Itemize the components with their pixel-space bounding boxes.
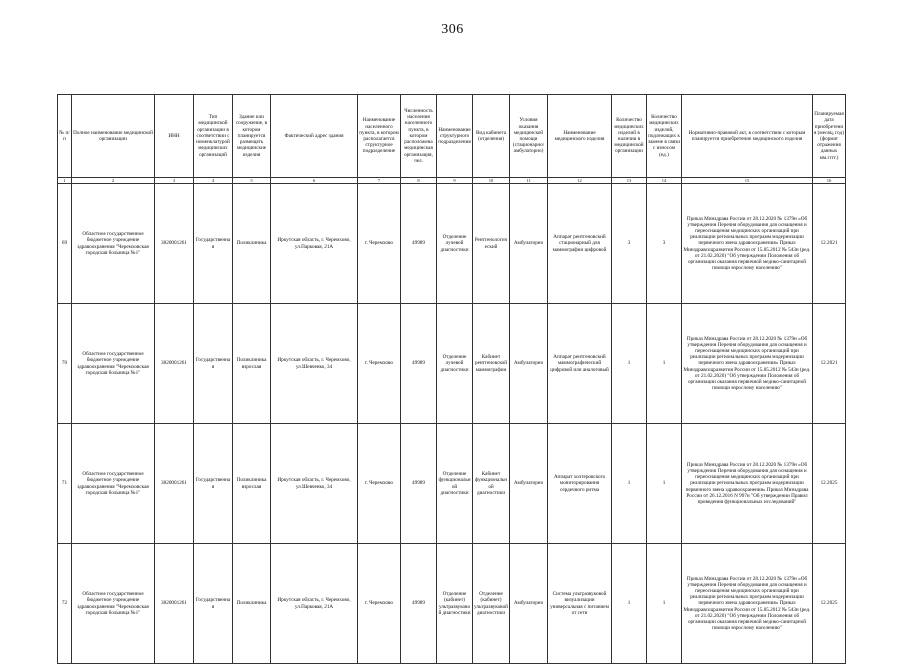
device-name: Система ультразвуковой визуализации универсальная с питанием от сети — [548, 544, 612, 664]
header-cell: Количество медицинских изделий, подлежащих к замене в связи с износом (ед.) — [647, 95, 682, 178]
population: 49989 — [401, 544, 437, 664]
header-cell: Наименование населенного пункта, в котором располагается структурное подразделение — [358, 95, 401, 178]
column-number: 5 — [233, 178, 271, 184]
header-cell: Тип медицинской организации в соответствии с номенклатурой медицинских организаций — [194, 95, 233, 178]
device-name: Аппарат холтеровского мониторирования сердечного ритма — [548, 424, 612, 544]
quantity-available: 1 — [612, 304, 647, 424]
column-number: 9 — [437, 178, 473, 184]
planned-date: 12.2021 — [813, 304, 846, 424]
table-row — [58, 424, 846, 544]
population: 49989 — [401, 304, 437, 424]
header-cell: Численность населения населенного пункта, в котором расположена медицинская организация, чел. — [401, 95, 437, 178]
legal-act: Приказ Минздрава России от 28.12.2020 № 1379н «Об утверждении Перечня оборудования для оснащения и переоснащения медицинских организаций при реализации региональных программ модернизации первичного звена здравоохранения» Приказ Минздрава России от 26.12.2016 N 997н "Об утверждении Правил проведения функциональных исследований" — [682, 424, 813, 544]
quantity-to-replace: 3 — [647, 184, 682, 304]
planned-date: 12.2025 — [813, 544, 846, 664]
population: 49989 — [401, 184, 437, 304]
column-number: 7 — [358, 178, 401, 184]
medical-equipment-table — [57, 94, 846, 664]
organization-name: Областное государственное бюджетное учреждение здравоохранения "Черемховская городская больница №1" — [72, 544, 155, 664]
header-cell: Полное наименование медицинской организации — [72, 95, 155, 178]
care-conditions: Амбулаторно — [510, 424, 548, 544]
organization-type: Государственная — [194, 184, 233, 304]
inn: 3820001261 — [155, 184, 194, 304]
address: Иркутская область, г. Черемхово, ул.Шевченко, 34 — [271, 304, 358, 424]
quantity-to-replace: 1 — [647, 304, 682, 424]
table-row — [58, 544, 846, 664]
header-row — [58, 95, 846, 178]
row-number: 71 — [58, 424, 72, 544]
building: Поликлиника взрослая — [233, 424, 271, 544]
legal-act: Приказ Минздрава России от 28.12.2020 № 1379н «Об утверждении Перечня оборудования для оснащения и переоснащения медицинских организаций при реализации региональных программ модернизации первичного звена здравоохранения» Приказ Минздравсоцразвития России от 15.05.2012 № 543н (ред. от 21.02.2020) "Об утверждении Положения об организации оказания первичной медико-санитарной помощи взрослому населению" — [682, 184, 813, 304]
device-name: Аппарат рентгеновский маммографический цифровой или аналоговый — [548, 304, 612, 424]
building: Поликлиника взрослая — [233, 304, 271, 424]
device-name: Аппарат рентгеновский стационарный для маммографии цифровой — [548, 184, 612, 304]
inn: 3820001261 — [155, 424, 194, 544]
address: Иркутская область, г. Черемхово, ул.Шевченко, 34 — [271, 424, 358, 544]
locality: г. Черемхово — [358, 184, 401, 304]
locality: г. Черемхово — [358, 304, 401, 424]
cabinet-type: Отделение (кабинет) ультразвуковой диагностики — [473, 544, 510, 664]
planned-date: 12.2025 — [813, 424, 846, 544]
column-number: 12 — [548, 178, 612, 184]
organization-name: Областное государственное бюджетное учреждение здравоохранения "Черемховская городская больница №1" — [72, 424, 155, 544]
address: Иркутская область, г. Черемхово, ул.Парковая, 21А — [271, 544, 358, 664]
column-number: 8 — [401, 178, 437, 184]
header-cell: Наименование медицинского изделия — [548, 95, 612, 178]
header-cell: Фактический адрес здания — [271, 95, 358, 178]
column-number: 3 — [155, 178, 194, 184]
building: Поликлиника — [233, 184, 271, 304]
locality: г. Черемхово — [358, 424, 401, 544]
column-number: 2 — [72, 178, 155, 184]
quantity-to-replace: 1 — [647, 424, 682, 544]
unit: Отделение лучевой диагностики — [437, 184, 473, 304]
header-cell: Наименование структурного подразделения — [437, 95, 473, 178]
organization-name: Областное государственное бюджетное учреждение здравоохранения "Черемховская городская больница №1" — [72, 304, 155, 424]
care-conditions: Амбулаторно — [510, 544, 548, 664]
header-cell: Нормативно-правовой акт, в соответствии с которым планируется приобретение медицинского изделия — [682, 95, 813, 178]
header-cell: Количество медицинских изделий в наличии в медицинской организации — [612, 95, 647, 178]
header-cell: Планируемая дата приобретения (месяц, год) (формат отражения данных мм.гггг.) — [813, 95, 846, 178]
quantity-available: 1 — [612, 424, 647, 544]
column-number: 4 — [194, 178, 233, 184]
population: 49989 — [401, 424, 437, 544]
building: Поликлиника — [233, 544, 271, 664]
cabinet-type: Рентгенологический — [473, 184, 510, 304]
header-cell: Здание или сооружение, в котором планируется размещать медицинские изделия — [233, 95, 271, 178]
row-number: 72 — [58, 544, 72, 664]
planned-date: 12.2021 — [813, 184, 846, 304]
legal-act: Приказ Минздрава России от 28.12.2020 № 1379н «Об утверждении Перечня оборудования для оснащения и переоснащения медицинских организаций при реализации региональных программ модернизации первичного звена здравоохранения» Приказ Минздравсоцразвития России от 15.05.2012 № 543н (ред. от 21.02.2020) "Об утверждении Положения об организации оказания первичной медико-санитарной помощи взрослому населению" — [682, 304, 813, 424]
quantity-to-replace: 1 — [647, 544, 682, 664]
page-number: 306 — [441, 22, 464, 37]
header-cell: № п/п — [58, 95, 72, 178]
care-conditions: Амбулаторно — [510, 184, 548, 304]
row-number: 69 — [58, 184, 72, 304]
table-row — [58, 184, 846, 304]
locality: г. Черемхово — [358, 544, 401, 664]
organization-type: Государственная — [194, 304, 233, 424]
organization-type: Государственная — [194, 424, 233, 544]
column-number: 1 — [58, 178, 72, 184]
inn: 3820001261 — [155, 544, 194, 664]
unit: Отделение лучевой диагностики — [437, 304, 473, 424]
column-number: 6 — [271, 178, 358, 184]
column-number: 16 — [813, 178, 846, 184]
cabinet-type: Кабинет функциональной диагностики — [473, 424, 510, 544]
column-number: 10 — [473, 178, 510, 184]
column-number: 13 — [612, 178, 647, 184]
quantity-available: 1 — [612, 544, 647, 664]
organization-name: Областное государственное бюджетное учреждение здравоохранения "Черемховская городская больница №1" — [72, 184, 155, 304]
care-conditions: Амбулаторно — [510, 304, 548, 424]
table-row — [58, 304, 846, 424]
header-cell: ИНН — [155, 95, 194, 178]
quantity-available: 3 — [612, 184, 647, 304]
column-number: 15 — [682, 178, 813, 184]
legal-act: Приказ Минздрава России от 28.12.2020 № 1379н «Об утверждении Перечня оборудования для оснащения и переоснащения медицинских организаций при реализации региональных программ модернизации первичного звена здравоохранения» Приказ Минздравсоцразвития России от 15.05.2012 № 543н (ред. от 21.02.2020) "Об утверждении Положения об организации оказания первичной медико-санитарной помощи взрослому населению" — [682, 544, 813, 664]
address: Иркутская область, г. Черемхово, ул.Парковая, 21А — [271, 184, 358, 304]
header-cell: Вид кабинета (отделения) — [473, 95, 510, 178]
unit: Отделение функциональной диагностики — [437, 424, 473, 544]
column-number: 14 — [647, 178, 682, 184]
organization-type: Государственная — [194, 544, 233, 664]
unit: Отделение (кабинет) ультразвуковой диагностики — [437, 544, 473, 664]
row-number: 70 — [58, 304, 72, 424]
inn: 3820001261 — [155, 304, 194, 424]
cabinet-type: Кабинет рентгеновской маммографии — [473, 304, 510, 424]
column-number: 11 — [510, 178, 548, 184]
header-cell: Условия оказания медицинской помощи (стационарно/амбулаторно) — [510, 95, 548, 178]
